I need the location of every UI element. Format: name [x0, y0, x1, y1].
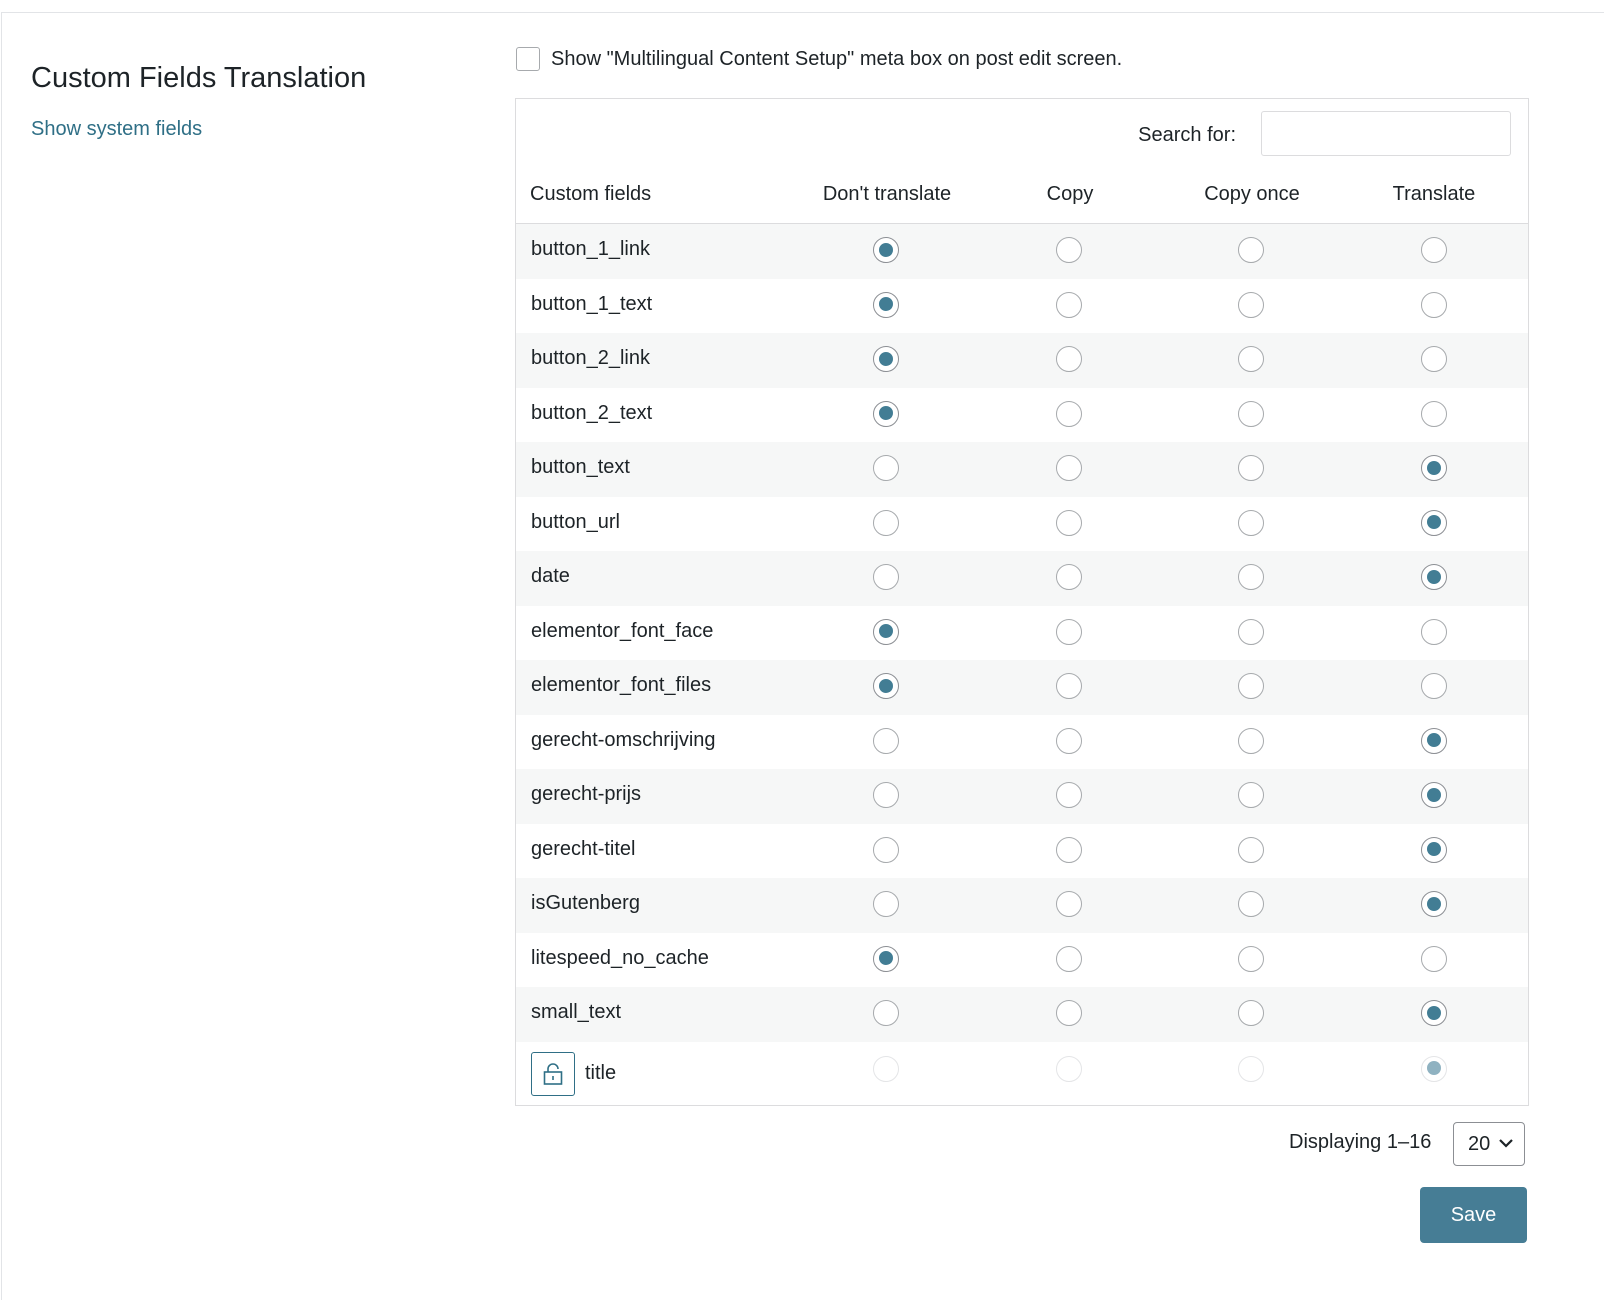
table-row	[516, 769, 1528, 824]
radio-dont-translate[interactable]	[873, 292, 899, 318]
table-header	[516, 175, 1528, 224]
radio-copy	[1056, 1056, 1082, 1082]
radio-copy-once[interactable]	[1238, 1000, 1264, 1026]
radio-copy[interactable]	[1056, 891, 1082, 917]
radio-dont-translate[interactable]	[873, 946, 899, 972]
radio-translate[interactable]	[1421, 510, 1447, 536]
radio-dont-translate[interactable]	[873, 1000, 899, 1026]
radio-copy-once[interactable]	[1238, 673, 1264, 699]
per-page-value: 20	[1468, 1132, 1491, 1155]
table-row	[516, 497, 1528, 552]
radio-translate[interactable]	[1421, 401, 1447, 427]
radio-translate[interactable]	[1421, 455, 1447, 481]
field-name: button_url	[531, 510, 620, 533]
radio-dont-translate[interactable]	[873, 455, 899, 481]
header-custom-fields: Custom fields	[530, 183, 652, 205]
table-body	[516, 224, 1528, 1106]
field-name: button_text	[531, 456, 630, 478]
radio-dont-translate[interactable]	[873, 673, 899, 699]
radio-dont-translate[interactable]	[873, 837, 899, 863]
radio-dont-translate[interactable]	[873, 346, 899, 372]
radio-translate[interactable]	[1421, 891, 1447, 917]
per-page-select[interactable]	[1453, 1122, 1525, 1166]
radio-dont-translate[interactable]	[873, 728, 899, 754]
radio-copy[interactable]	[1056, 837, 1082, 863]
field-name: button_1_link	[531, 238, 650, 260]
radio-copy[interactable]	[1056, 510, 1082, 536]
field-name: small_text	[531, 1001, 622, 1023]
radio-translate	[1421, 1056, 1447, 1082]
radio-translate[interactable]	[1421, 728, 1447, 754]
field-name: elementor_font_files	[531, 674, 712, 696]
radio-copy[interactable]	[1056, 564, 1082, 590]
radio-copy-once[interactable]	[1238, 292, 1264, 318]
radio-dont-translate[interactable]	[873, 237, 899, 263]
table-row	[516, 1042, 1528, 1106]
chevron-down-icon	[1498, 1137, 1514, 1149]
header-translate: Translate	[1392, 183, 1476, 205]
table-row	[516, 660, 1528, 715]
field-name: button_1_text	[531, 292, 653, 315]
radio-copy[interactable]	[1056, 1000, 1082, 1026]
search-input[interactable]	[1261, 111, 1511, 156]
table-row	[516, 878, 1528, 933]
table-row	[516, 442, 1528, 497]
table-row	[516, 824, 1528, 879]
radio-copy-once[interactable]	[1238, 346, 1264, 372]
radio-translate[interactable]	[1421, 346, 1447, 372]
save-button[interactable]: Save	[1420, 1187, 1527, 1243]
radio-copy[interactable]	[1056, 346, 1082, 372]
radio-copy-once[interactable]	[1238, 564, 1264, 590]
radio-copy[interactable]	[1056, 946, 1082, 972]
table-row	[516, 987, 1528, 1042]
radio-copy[interactable]	[1056, 237, 1082, 263]
radio-copy-once[interactable]	[1238, 455, 1264, 481]
radio-dont-translate[interactable]	[873, 564, 899, 590]
radio-copy[interactable]	[1056, 401, 1082, 427]
radio-copy[interactable]	[1056, 782, 1082, 808]
table-row	[516, 333, 1528, 388]
lock-icon[interactable]	[531, 1052, 575, 1096]
table-row	[516, 224, 1528, 279]
radio-translate[interactable]	[1421, 782, 1447, 808]
table-row	[516, 715, 1528, 770]
field-name: isGutenberg	[531, 892, 640, 914]
field-name: litespeed_no_cache	[531, 946, 709, 969]
radio-copy-once[interactable]	[1238, 782, 1264, 808]
field-name: gerecht-omschrijving	[531, 728, 716, 751]
header-dont-translate: Don't translate	[822, 183, 952, 205]
field-name: button_2_link	[531, 347, 650, 369]
radio-copy-once[interactable]	[1238, 891, 1264, 917]
radio-copy-once[interactable]	[1238, 237, 1264, 263]
radio-dont-translate[interactable]	[873, 782, 899, 808]
meta-box-option	[516, 46, 1122, 72]
radio-copy[interactable]	[1056, 619, 1082, 645]
radio-translate[interactable]	[1421, 237, 1447, 263]
table-row	[516, 606, 1528, 661]
radio-copy[interactable]	[1056, 455, 1082, 481]
field-name: title	[585, 1061, 617, 1084]
meta-box-checkbox[interactable]	[516, 47, 540, 71]
field-name: elementor_font_face	[531, 619, 714, 642]
radio-copy-once[interactable]	[1238, 619, 1264, 645]
table-row	[516, 551, 1528, 606]
radio-copy-once[interactable]	[1238, 510, 1264, 536]
radio-copy-once[interactable]	[1238, 837, 1264, 863]
radio-translate[interactable]	[1421, 946, 1447, 972]
radio-translate[interactable]	[1421, 1000, 1447, 1026]
radio-dont-translate	[873, 1056, 899, 1082]
radio-copy[interactable]	[1056, 728, 1082, 754]
radio-dont-translate[interactable]	[873, 510, 899, 536]
radio-copy-once	[1238, 1056, 1264, 1082]
table-row	[516, 933, 1528, 988]
radio-dont-translate[interactable]	[873, 619, 899, 645]
radio-copy-once[interactable]	[1238, 401, 1264, 427]
radio-translate[interactable]	[1421, 292, 1447, 318]
table-row	[516, 279, 1528, 334]
radio-copy[interactable]	[1056, 292, 1082, 318]
radio-translate[interactable]	[1421, 837, 1447, 863]
show-system-fields-link[interactable]: Show system fields	[31, 118, 203, 140]
header-copy: Copy	[1046, 183, 1094, 205]
radio-translate[interactable]	[1421, 673, 1447, 699]
table-row	[516, 388, 1528, 443]
header-copy-once: Copy once	[1204, 183, 1300, 205]
field-name: gerecht-titel	[531, 837, 636, 860]
radio-translate[interactable]	[1421, 564, 1447, 590]
radio-dont-translate[interactable]	[873, 891, 899, 917]
field-name: date	[531, 565, 570, 587]
radio-copy[interactable]	[1056, 673, 1082, 699]
radio-copy-once[interactable]	[1238, 728, 1264, 754]
radio-copy-once[interactable]	[1238, 946, 1264, 972]
field-name: gerecht-prijs	[531, 783, 642, 805]
displaying-count: Displaying 1–16	[1289, 1131, 1432, 1153]
search-label: Search for:	[1138, 124, 1236, 146]
radio-dont-translate[interactable]	[873, 401, 899, 427]
meta-box-label: Show "Multilingual Content Setup" meta box on post edit screen.	[551, 47, 1123, 70]
custom-fields-table	[515, 98, 1529, 1106]
field-name: button_2_text	[531, 401, 653, 424]
page-title: Custom Fields Translation	[31, 62, 367, 94]
radio-translate[interactable]	[1421, 619, 1447, 645]
